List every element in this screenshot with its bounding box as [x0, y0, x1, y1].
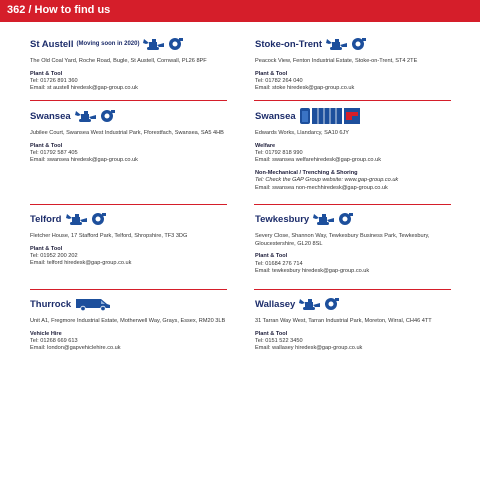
depot-address: Edwards Works, Llandarcy, SA10 6JY [255, 130, 349, 136]
contact-block-title: Welfare [255, 142, 276, 149]
contact-block-title: Plant & Tool [255, 253, 288, 260]
plant-excavator-icon [143, 37, 167, 51]
contact-block-title: Plant & Tool [30, 245, 63, 252]
depot-wallasey [255, 295, 465, 353]
depot-address: Severy Close, Shannon Way, Tewkesbury Business Park, Tewkesbury, Gloucestershire, GL20 8SL [255, 233, 430, 247]
depot-name: Swansea [30, 110, 71, 122]
phone-line[interactable]: Tel: 01952 200 202 [30, 253, 78, 259]
phone-line[interactable]: Tel: 01726 891 360 [30, 78, 78, 84]
phone-line[interactable]: Tel: 01792 587 405 [30, 150, 78, 156]
contact-block [255, 71, 465, 93]
section-divider [254, 100, 451, 101]
depot-st-austell [30, 35, 240, 93]
contact-block-non-mechanical [255, 170, 465, 192]
small-plant-tools-icon [167, 37, 185, 51]
website-line[interactable]: Tel: Check the GAP Group website: www.gap-group.co.uk [255, 177, 399, 184]
depot-name: Thurrock [30, 298, 72, 310]
depot-thurrock [30, 295, 240, 353]
depot-name: Telford [30, 213, 62, 225]
page-header [0, 0, 480, 22]
contact-block-title: Vehicle Hire [30, 330, 62, 337]
depot-address: Jubilee Court, Swansea West Industrial Park, Fforestfach, Swansea, SA5 4HB [30, 130, 224, 136]
section-divider [30, 289, 227, 290]
contact-block-title: Plant & Tool [255, 70, 288, 77]
depot-swansea-plant [30, 107, 240, 165]
depot-note: (Moving soon in 2020) [76, 41, 140, 47]
small-plant-tools-icon [350, 37, 368, 51]
trench-shoring-icon [344, 108, 362, 124]
phone-line[interactable]: Tel: 01782 264 040 [255, 78, 303, 84]
contact-block [30, 143, 240, 165]
depot-address: 31 Tarran Way West, Tarran Industrial Park, Moreton, Wirral, CH46 4TT [255, 318, 432, 324]
van-icon [75, 297, 113, 311]
email-line[interactable]: Email: swansea non-mechhiredesk@gap-group.co.uk [255, 184, 388, 191]
email-line[interactable]: Email: stoke hiredesk@gap-group.co.uk [255, 85, 355, 92]
email-line[interactable]: Email: st austell hiredesk@gap-group.co.uk [30, 85, 138, 92]
page-title: 362 / How to find us [7, 4, 111, 16]
contact-block-title: Plant & Tool [255, 330, 288, 337]
phone-line[interactable]: Tel: 01268 669 613 [30, 338, 78, 344]
depot-address: The Old Coal Yard, Roche Road, Bugle, St Austell, Cornwall, PL26 8PF [30, 58, 207, 64]
contact-block-title: Plant & Tool [30, 142, 63, 149]
section-divider [30, 100, 227, 101]
small-plant-tools-icon [90, 212, 108, 226]
depot-address: Fletcher House, 17 Stafford Park, Telford, Shropshire, TF3 3DG [30, 233, 188, 239]
contact-block [30, 71, 240, 93]
email-line[interactable]: Email: swansea hiredesk@gap-group.co.uk [30, 157, 138, 164]
plant-excavator-icon [299, 297, 323, 311]
email-line[interactable]: Email: wallasey hiredesk@gap-group.co.uk [255, 345, 363, 352]
depot-swansea-welfare [255, 107, 465, 192]
phone-line[interactable]: Tel: 01792 818 990 [255, 150, 303, 156]
depot-name: Tewkesbury [255, 213, 310, 225]
small-plant-tools-icon [337, 212, 355, 226]
email-line[interactable]: Email: telford hiredesk@gap-group.co.uk [30, 260, 132, 267]
contact-block-welfare [255, 143, 465, 165]
depot-telford [30, 210, 240, 268]
contact-block [30, 331, 240, 353]
phone-line[interactable]: Tel: 01684 276 714 [255, 260, 303, 267]
contact-block [255, 253, 465, 275]
depot-address: Unit A1, Fregmore Industrial Estate, Motherwell Way, Grays, Essex, RM20 3LB [30, 318, 226, 324]
depot-tewkesbury [255, 210, 465, 275]
email-line[interactable]: Email: london@gapvehiclehire.co.uk [30, 345, 121, 352]
contact-block-title: Plant & Tool [30, 70, 63, 77]
email-line[interactable]: Email: tewkesbury hiredesk@gap-group.co.uk [255, 268, 370, 274]
plant-excavator-icon [313, 212, 337, 226]
depot-name: Swansea [255, 110, 296, 122]
welfare-cabin-icon [312, 108, 344, 124]
section-divider [254, 289, 451, 290]
email-line[interactable]: Email: swansea welfarehiredesk@gap-group.co.uk [255, 157, 382, 164]
portable-toilet-icon [300, 108, 312, 124]
small-plant-tools-icon [99, 109, 117, 123]
section-divider [254, 204, 451, 205]
depot-address: Peacock View, Fenton Industrial Estate, Stoke-on-Trent, ST4 2TE [255, 58, 418, 64]
contact-block [30, 246, 240, 268]
depot-name: St Austell [30, 38, 74, 50]
plant-excavator-icon [326, 37, 350, 51]
section-divider [30, 204, 227, 205]
small-plant-tools-icon [323, 297, 341, 311]
phone-line[interactable]: Tel: 0151 522 3450 [255, 338, 303, 344]
depot-name: Wallasey [255, 298, 296, 310]
plant-excavator-icon [66, 212, 90, 226]
contact-block [255, 331, 465, 353]
plant-excavator-icon [75, 109, 99, 123]
depot-name: Stoke-on-Trent [255, 38, 323, 50]
depot-stoke-on-trent [255, 35, 465, 93]
contact-block-title: Non-Mechanical / Trenching & Shoring [255, 169, 358, 176]
